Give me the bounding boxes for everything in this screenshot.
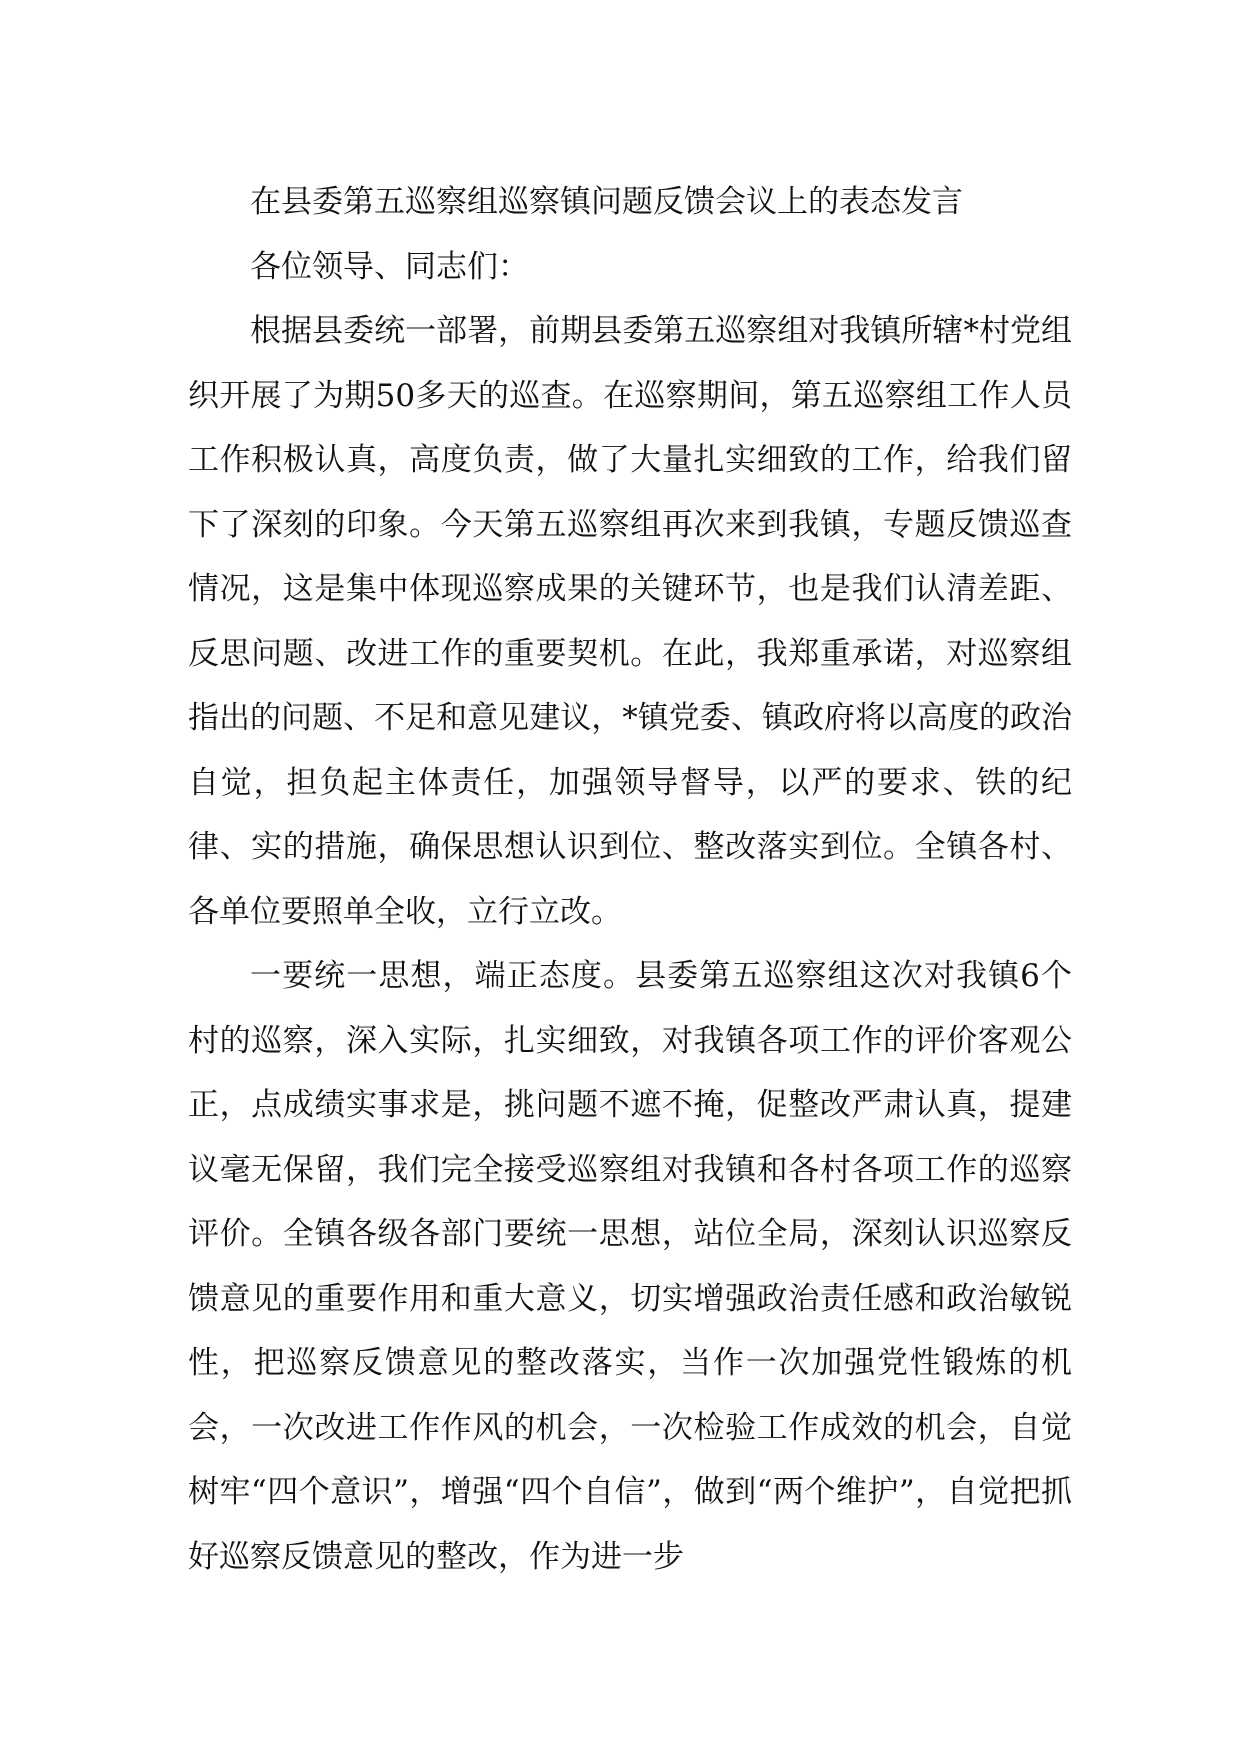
document-title: 在县委第五巡察组巡察镇问题反馈会议上的表态发言 xyxy=(250,184,963,220)
salutation: 各位领导、同志们： xyxy=(250,248,529,285)
paragraph: 根据县委统一部署，前期县委第五巡察组对我镇所辖*村党组织开展了为期50多天的巡查。在巡察期间，第五巡察组工作人员工作积极认真，高度负责，做了大量扎实细致的工作，给我们留下了深刻的印象。今天第五巡察组再次来到我镇，专题反馈巡查情况，这是集中体现巡察成果的关键环节，也是我们认清差距、反思问题、改进工作的重要契机。在此，我郑重承诺，对巡察组指出的问题、不足和意见建议，*镇党委、镇政府将以高度的政治自觉，担负起主体责任，加强领导督导，以严的要求、铁的纪律、实的措施，确保思想认识到位、整改落实到位。全镇各村、各单位要照单全收，立行立改。 xyxy=(188,313,1072,930)
paragraph: 一要统一思想，端正态度。县委第五巡察组这次对我镇6个村的巡察，深入实际，扎实细致，对我镇各项工作的评价客观公正，点成绩实事求是，挑问题不遮不掩，促整改严肃认真，提建议毫无保留，我们完全接受巡察组对我镇和各村各项工作的巡察评价。全镇各级各部门要统一思想，站位全局，深刻认识巡察反馈意见的重要作用和重大意义，切实增强政治责任感和政治敏锐性，把巡察反馈意见的整改落实，当作一次加强党性锻炼的机会，一次改进工作作风的机会，一次检验工作成效的机会，自觉树牢“四个意识”，增强“四个自信”，做到“两个维护”，自觉把抓好巡察反馈意见的整改，作为进一步 xyxy=(188,958,1072,1575)
document-body xyxy=(188,170,1072,1589)
